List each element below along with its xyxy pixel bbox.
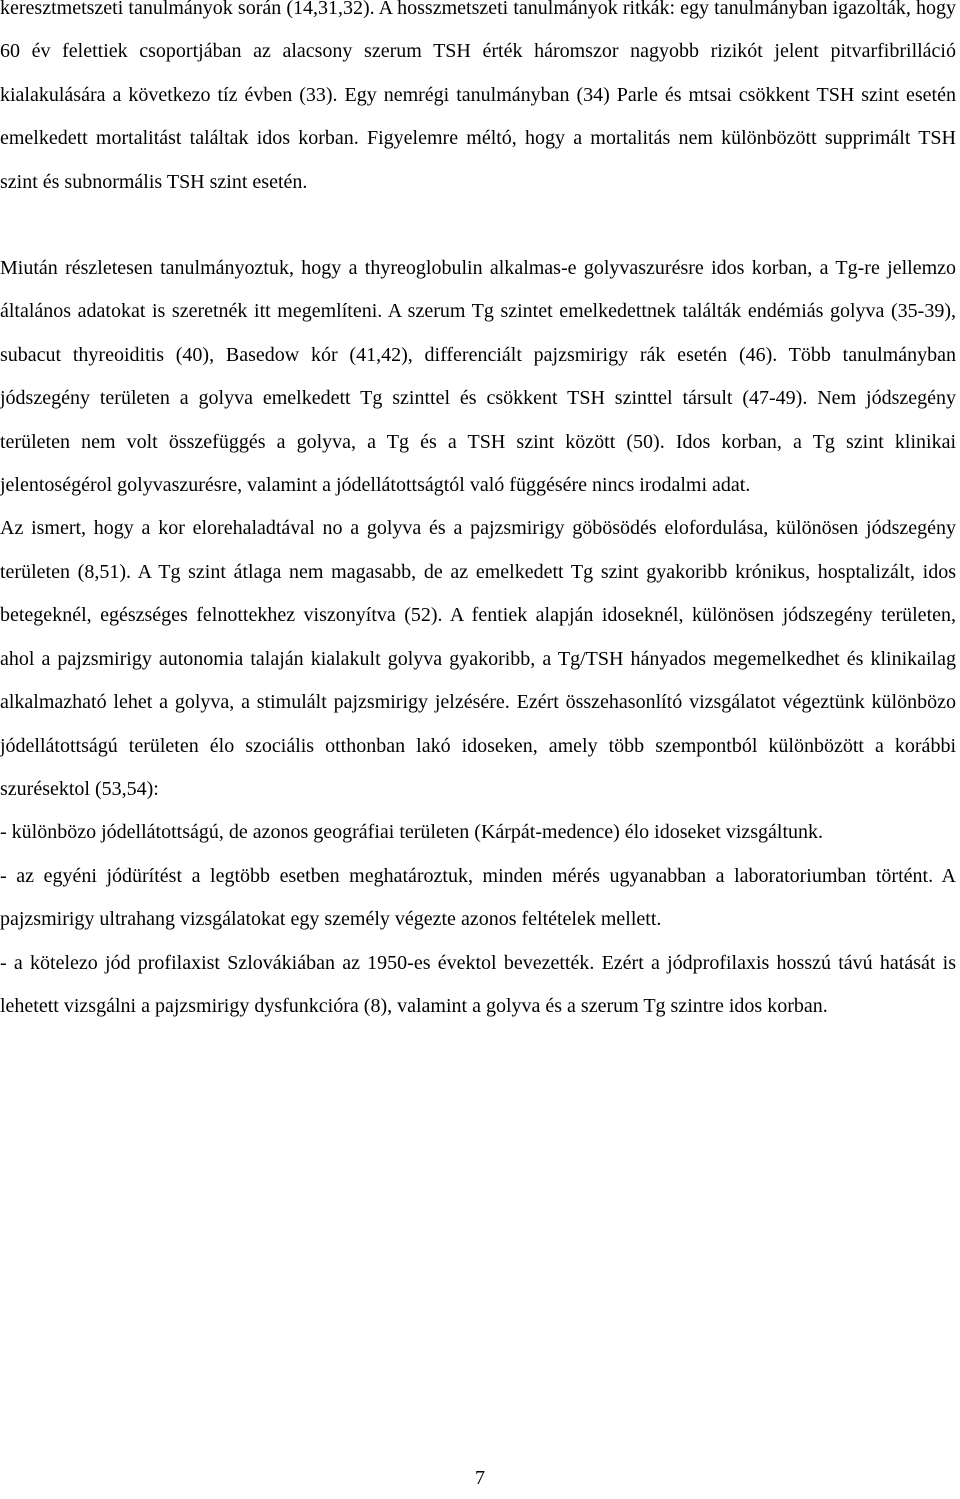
paragraph-tsh-mortality: keresztmetszeti tanulmányok során (14,31,32). A hosszmetszeti tanulmányok ritkák: egy tanulmányban igazolták, hogy 60 év felettiek csoportjában az alacsony szerum TSH érték háromszor nagyobb rizikót jelent pitvarfibrilláció kialakulására a következo tíz évben (33). Egy nemrégi tanulmányban (34) Parle és mtsai csökkent TSH szint esetén emelkedett mortalitást találtak idos korban. Figyelemre méltó, hogy a mortalitás nem különbözött supprimált TSH szint és subnormális TSH szint esetén. (0, 0, 956, 193)
paragraph-gap (0, 204, 956, 247)
list-item-iodine-excretion: - az egyéni jódürítést a legtöbb esetben meghatároztuk, minden mérés ugyanabban a laboratoriumban történt. A pajzsmirigy ultrahang vizsgálatokat egy személy végezte azonos feltételek mellett. (0, 864, 956, 931)
list-item-prophylaxis: - a kötelezo jód profilaxist Szlovákiában az 1950-es évektol bevezették. Ezért a jódprofilaxis hosszú távú hatását is lehetett vizsgálni a pajzsmirigy dysfunkcióra (8), valamint a golyva és a szerum Tg szintre idos korban. (0, 951, 956, 1017)
paragraph-age-goitre: Az ismert, hogy a kor elorehaladtával no a golyva és a pajzsmirigy göbösödés elofordulása, különösen jódszegény területen (8,51). A Tg szint átlaga nem magasabb, de az emelkedett Tg szint gyakoribb krónikus, hosptalizált, idos betegeknél, egészséges felnottekhez viszonyítva (52). A fentiek alapján idoseknél, különösen jódszegény területen, ahol a pajzsmirigy autonomia talaján kialakult golyva gyakoribb, a Tg/TSH hányados megemelkedhet és klinikailag alkalmazható lehet a golyva, a stimulált pajzsmirigy jelzésére. Ezért összehasonlító vizsgálatot végeztünk különbözo jódellátottságú területen élo szociális otthonban lakó idoseken, amely több szempontból különbözött a korábbi szurésektol (53,54): (0, 517, 956, 800)
page-number: 7 (475, 1467, 485, 1489)
list-item-geography: - különbözo jódellátottságú, de azonos geográfiai területen (Kárpát-medence) élo idoseket vizsgáltunk. (0, 821, 824, 844)
paragraph-thyreoglobulin: Miután részletesen tanulmányoztuk, hogy a thyreoglobulin alkalmas-e golyvaszurésre idos korban, a Tg-re jellemzo általános adatokat is szeretnék itt megemlíteni. A szerum Tg szintet emelkedettnek találták endémiás golyva (35-39), subacut thyreoiditis (40), Basedow kór (41,42), differenciált pajzsmirigy rák esetén (46). Több tanulmányban jódszegény területen a golyva emelkedett Tg szinttel és csökkent TSH szinttel társult (47-49). Nem jódszegény területen nem volt összefüggés a golyva, a Tg és a TSH szint között (50). Idos korban, a Tg szint klinikai jelentoségérol golyvaszurésre, valamint a jódellátottságtól való függésére nincs irodalmi adat. (0, 257, 956, 497)
